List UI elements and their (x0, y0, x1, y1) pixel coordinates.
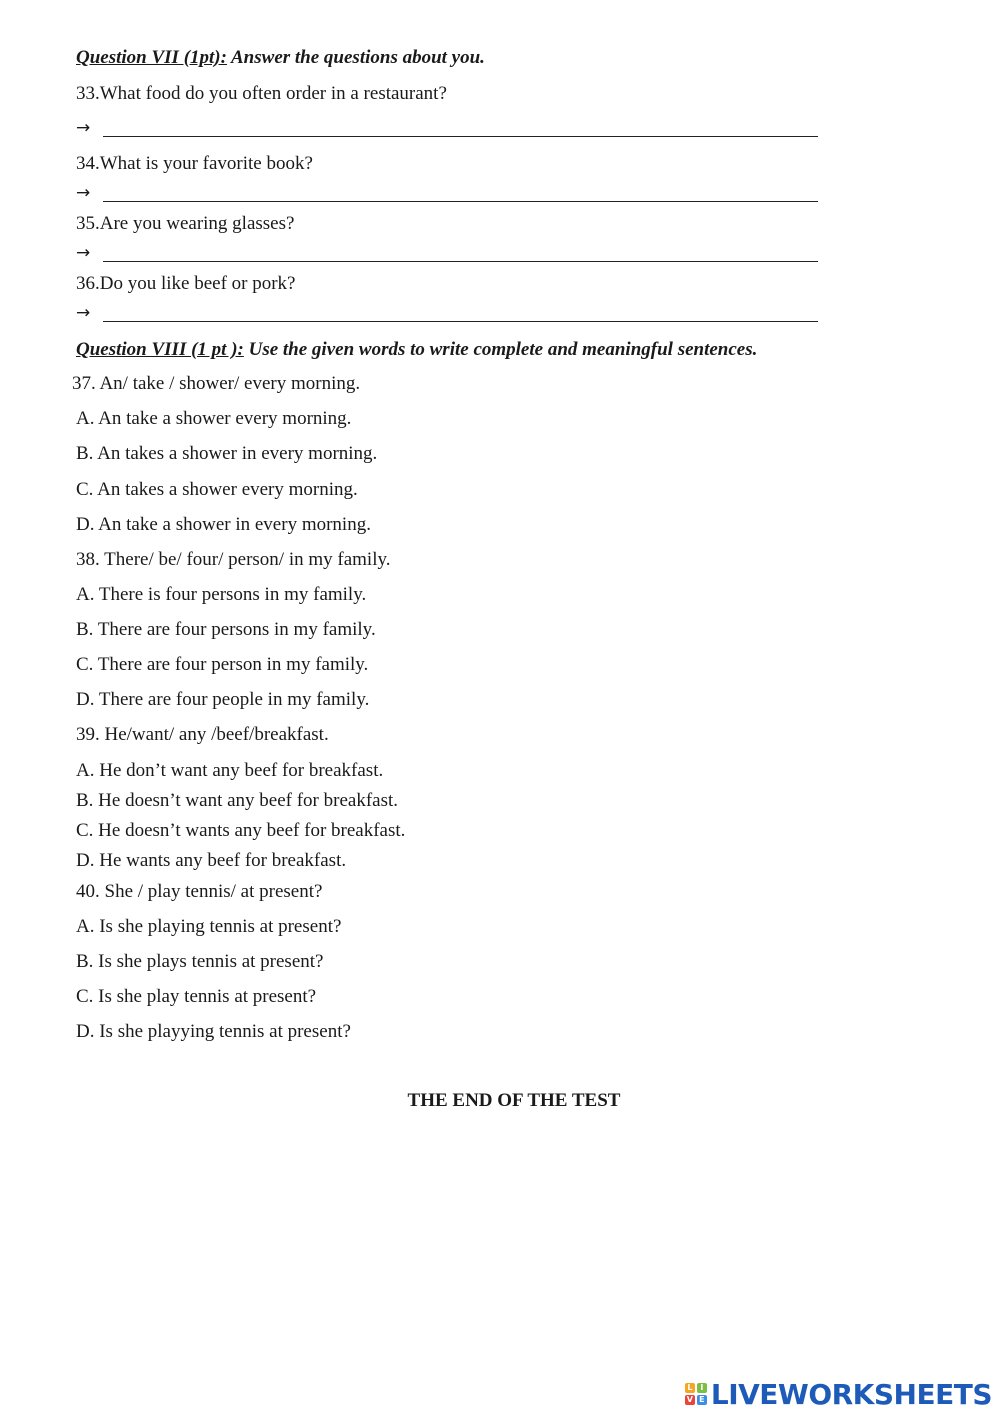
item-37-option-c[interactable]: C. An takes a shower every morning. (76, 479, 358, 500)
item-40-option-c[interactable]: C. Is she play tennis at present? (76, 986, 317, 1007)
question-33: 33.What food do you often order in a restaurant? (76, 83, 447, 104)
item-40-option-b[interactable]: B. Is she plays tennis at present? (76, 951, 324, 972)
answer-row-33 (76, 118, 818, 142)
item-39-option-c[interactable]: C. He doesn’t wants any beef for breakfast. (76, 820, 406, 841)
item-38-option-b[interactable]: B. There are four persons in my family. (76, 619, 376, 640)
question-34: 34.What is your favorite book? (76, 153, 313, 174)
answer-blank-34[interactable] (103, 201, 818, 202)
item-37-prompt: 37. An/ take / shower/ every morning. (72, 373, 361, 394)
question-vii-heading (76, 47, 485, 69)
item-39-option-a[interactable]: A. He don’t want any beef for breakfast. (76, 760, 384, 781)
answer-blank-35[interactable] (103, 261, 818, 262)
item-37-option-a[interactable]: A. An take a shower every morning. (76, 408, 352, 429)
arrow-icon: → (76, 118, 91, 138)
item-39-prompt: 39. He/want/ any /beef/breakfast. (76, 724, 329, 745)
logo-tile: V (686, 1395, 693, 1404)
item-38-prompt: 38. There/ be/ four/ person/ in my family. (76, 549, 391, 570)
answer-row-35 (76, 243, 818, 267)
logo-tile: E (697, 1395, 707, 1405)
item-38-option-d[interactable]: D. There are four people in my family. (76, 689, 370, 710)
arrow-icon: → (76, 183, 91, 203)
end-of-test-text: THE END OF THE TEST (407, 1090, 621, 1111)
item-38-option-c[interactable]: C. There are four person in my family. (76, 654, 369, 675)
answer-blank-36[interactable] (103, 321, 818, 322)
logo-tiles-icon (685, 1383, 707, 1405)
question-viii-instruction: Use the given words to write complete and meaningful sentences. (243, 339, 758, 360)
item-39-option-d[interactable]: D. He wants any beef for breakfast. (76, 850, 347, 871)
question-35: 35.Are you wearing glasses? (76, 213, 295, 234)
item-40-prompt: 40. She / play tennis/ at present? (76, 881, 323, 902)
logo-wordmark: LIVEWORKSHEETS (710, 1377, 992, 1411)
answer-row-36 (76, 303, 818, 327)
item-37-option-b[interactable]: B. An takes a shower in every morning. (76, 443, 378, 464)
logo-tile: I (697, 1383, 707, 1393)
question-viii-label: Question VIII (1 pt ): (76, 339, 244, 360)
item-38-option-a[interactable]: A. There is four persons in my family. (76, 584, 367, 605)
arrow-icon: → (76, 243, 91, 263)
arrow-icon: → (76, 303, 91, 323)
item-37-option-d[interactable]: D. An take a shower in every morning. (76, 514, 371, 535)
answer-row-34 (76, 183, 818, 207)
question-vii-instruction: Answer the questions about you. (226, 47, 485, 68)
question-viii-heading (76, 339, 757, 361)
answer-blank-33[interactable] (103, 136, 818, 137)
logo-tile: L (685, 1383, 695, 1393)
question-vii-label: Question VII (1pt): (76, 47, 227, 68)
item-39-option-b[interactable]: B. He doesn’t want any beef for breakfast. (76, 790, 399, 811)
liveworksheets-logo (685, 1378, 992, 1410)
item-40-option-a[interactable]: A. Is she playing tennis at present? (76, 916, 342, 937)
question-36: 36.Do you like beef or pork? (76, 273, 296, 294)
item-40-option-d[interactable]: D. Is she playying tennis at present? (76, 1021, 351, 1042)
